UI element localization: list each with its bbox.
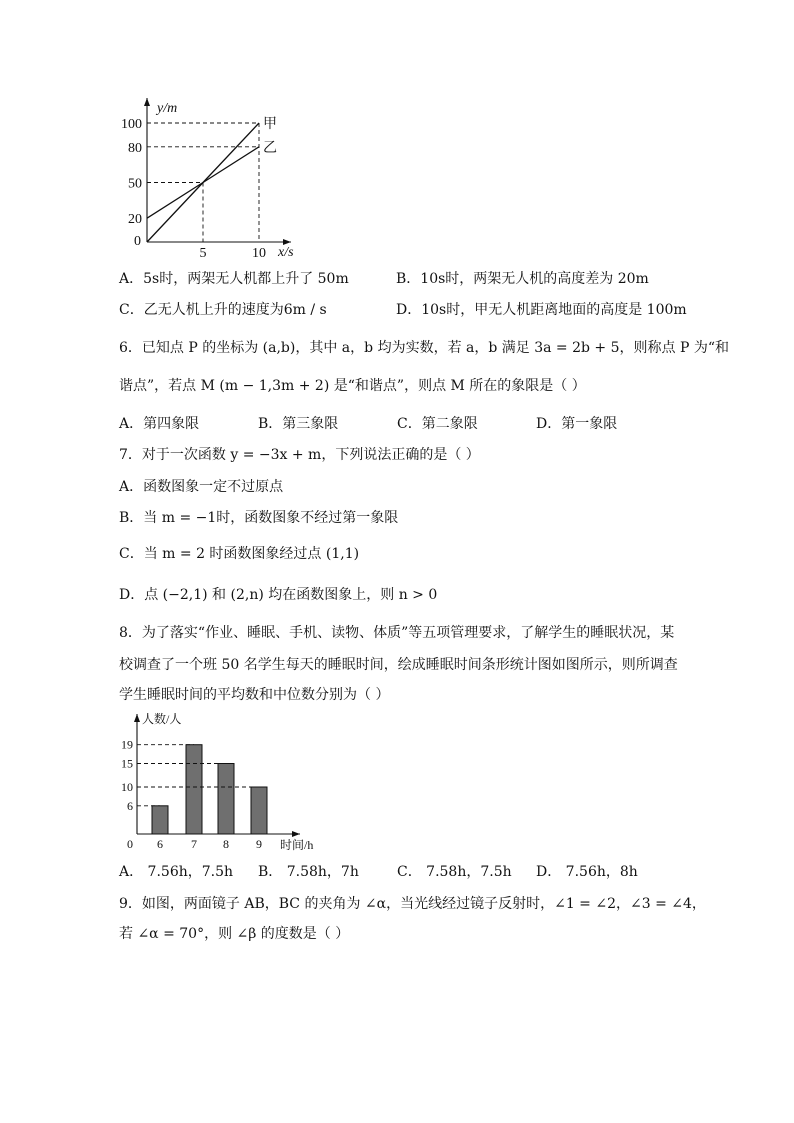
q6-stem-line1: 6．已知点 P 的坐标为 (a,b)，其中 a，b 均为实数，若 a，b 满足 3a = 2b + 5，则称点 P 为“和 bbox=[119, 340, 729, 356]
y-tick-label: 10 bbox=[121, 780, 133, 794]
origin-label: 0 bbox=[134, 234, 141, 249]
line-chart-group bbox=[121, 98, 294, 261]
q9-stem-line2: 若 ∠α = 70°，则 ∠β 的度数是（ ） bbox=[119, 926, 350, 942]
q6-option-c: C．第二象限 bbox=[397, 416, 478, 432]
q7-option-b: B．当 m = −1时，函数图象不经过第一象限 bbox=[119, 510, 399, 526]
q5-option-c: C．乙无人机上升的速度为6m / s bbox=[119, 302, 327, 318]
q7-option-c: C．当 m = 2 时函数图象经过点 (1,1) bbox=[119, 546, 360, 562]
x-tick-label: 7 bbox=[191, 837, 197, 851]
y-axis-arrow bbox=[144, 98, 150, 106]
origin-label: 0 bbox=[127, 837, 133, 851]
q6-option-d: D．第一象限 bbox=[536, 416, 618, 432]
x-tick-label: 9 bbox=[256, 837, 262, 851]
y-tick-label: 20 bbox=[128, 212, 142, 228]
bar-8 bbox=[218, 764, 234, 835]
y-tick-label: 80 bbox=[128, 140, 142, 156]
x-axis-arrow bbox=[292, 831, 300, 837]
q8-stem-line2: 校调查了一个班 50 名学生每天的睡眠时间，绘成睡眠时间条形统计图如图所示，则所调查 bbox=[119, 657, 678, 673]
q8-stem-line3: 学生睡眠时间的平均数和中位数分别为（ ） bbox=[119, 687, 390, 703]
x-axis-label: 时间/h bbox=[280, 838, 314, 852]
q8-option-a: A． 7.56h，7.5h bbox=[119, 864, 234, 880]
y-tick-label: 50 bbox=[128, 176, 142, 192]
q7-option-d: D．点 (−2,1) 和 (2,n) 均在函数图象上，则 n > 0 bbox=[119, 587, 438, 603]
y-axis-label: 人数/人 bbox=[142, 712, 182, 726]
q6-option-a: A．第四象限 bbox=[119, 416, 200, 432]
q8-option-c: C． 7.58h，7.5h bbox=[397, 864, 512, 880]
series-label-yi: 乙 bbox=[263, 140, 277, 156]
bar-chart-group bbox=[121, 711, 313, 852]
series-line-jia bbox=[147, 123, 259, 242]
q8-option-d: D． 7.56h，8h bbox=[536, 864, 638, 880]
q8-option-b: B． 7.58h，7h bbox=[258, 864, 359, 880]
bar-7 bbox=[186, 745, 202, 834]
x-tick-label: 5 bbox=[199, 246, 207, 261]
x-tick-label: 6 bbox=[157, 837, 163, 851]
y-axis-arrow bbox=[134, 714, 140, 722]
bar-6 bbox=[152, 806, 168, 834]
q6-stem-line2: 谐点”，若点 M (m − 1,3m + 2) 是“和谐点”，则点 M 所在的象限是（ ） bbox=[119, 378, 586, 394]
q7-stem: 7．对于一次函数 y = −3x + m，下列说法正确的是（ ） bbox=[119, 447, 480, 463]
q9-stem-line1: 9．如图，两面镜子 AB，BC 的夹角为 ∠α，当光线经过镜子反射时，∠1 = ∠2，∠3 = ∠4， bbox=[119, 896, 706, 912]
y-tick-label: 6 bbox=[127, 798, 133, 813]
x-tick-label: 8 bbox=[223, 837, 229, 851]
y-axis-label: y/m bbox=[157, 101, 178, 116]
x-tick-label: 10 bbox=[252, 246, 266, 261]
x-axis-arrow bbox=[283, 239, 291, 245]
series-line-yi bbox=[147, 147, 259, 218]
q5-option-a: A．5s时，两架无人机都上升了 50m bbox=[119, 271, 349, 287]
q6-option-b: B．第三象限 bbox=[258, 416, 339, 432]
x-axis-label: x/s bbox=[278, 245, 294, 260]
y-tick-label: 15 bbox=[121, 756, 133, 771]
y-tick-label: 19 bbox=[121, 737, 133, 752]
q7-option-a: A．函数图象一定不过原点 bbox=[119, 479, 284, 495]
q5-option-b: B．10s时，两架无人机的高度差为 20m bbox=[396, 271, 649, 287]
q8-stem-line1: 8．为了落实“作业、睡眠、手机、读物、体质”等五项管理要求，了解学生的睡眠状况，某 bbox=[119, 625, 675, 641]
y-tick-label: 100 bbox=[121, 117, 142, 132]
bar-9 bbox=[251, 787, 267, 834]
series-label-jia: 甲 bbox=[263, 117, 277, 132]
q5-option-d: D．10s时，甲无人机距离地面的高度是 100m bbox=[396, 302, 687, 318]
